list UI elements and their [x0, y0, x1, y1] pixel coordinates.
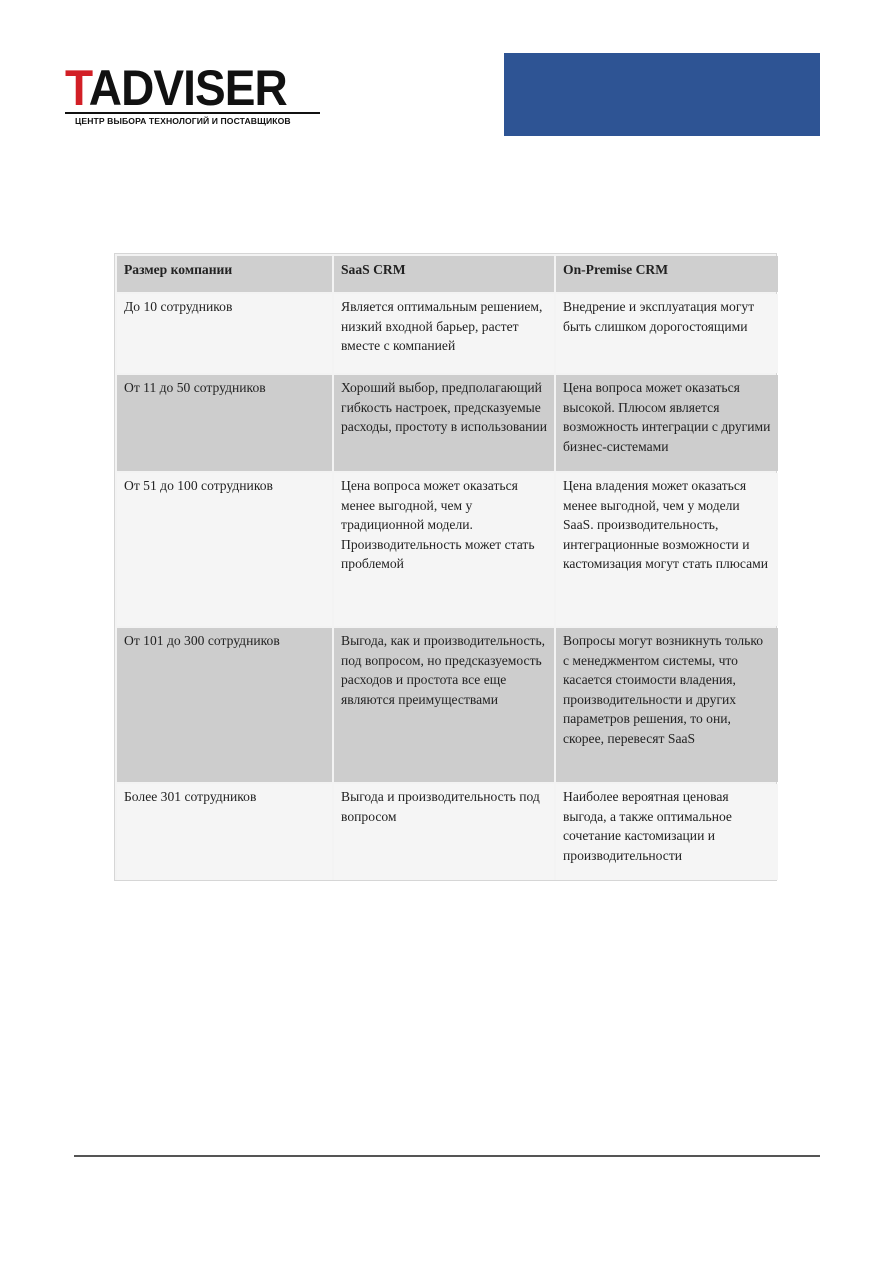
tadviser-logo[interactable] [65, 60, 327, 126]
logo-tagline: ЦЕНТР ВЫБОРА ТЕХНОЛОГИЙ И ПОСТАВЩИКОВ [75, 116, 291, 126]
cell-on-premise: Цена владения может оказаться менее выгодной, чем у модели SaaS. производительность, интеграционные возможности и кастомизация могут стать плюсами [556, 473, 778, 626]
footer-divider [74, 1155, 820, 1157]
cell-on-premise: Цена вопроса может оказаться высокой. Плюсом является возможность интеграции с другими бизнес-системами [556, 375, 778, 471]
table-row [117, 473, 778, 626]
cell-saas: Является оптимальным решением, низкий входной барьер, растет вместе с компанией [334, 294, 554, 373]
cell-saas: Выгода, как и производительность, под вопросом, но предсказуемость расходов и простота все еще являются преимуществами [334, 628, 554, 782]
cell-on-premise: Наиболее вероятная ценовая выгода, а также оптимальное сочетание кастомизации и производительности [556, 784, 778, 880]
header-banner [504, 53, 820, 136]
header-saas-crm: SaaS CRM [334, 256, 554, 292]
logo-wordmark [65, 60, 306, 116]
cell-company-size: От 11 до 50 сотрудников [117, 375, 332, 471]
cell-on-premise: Вопросы могут возникнуть только с менеджментом системы, что касается стоимости владения, производительности и других параметров решения, то они, скорее, перевесят SaaS [556, 628, 778, 782]
cell-on-premise: Внедрение и эксплуатация могут быть слишком дорогостоящими [556, 294, 778, 373]
cell-company-size: До 10 сотрудников [117, 294, 332, 373]
cell-saas: Цена вопроса может оказаться менее выгодной, чем у традиционной модели. Производительность может стать проблемой [334, 473, 554, 626]
cell-company-size: Более 301 сотрудников [117, 784, 332, 880]
logo-rest: ADVISER [88, 60, 287, 116]
cell-saas: Выгода и производительность под вопросом [334, 784, 554, 880]
logo-first-letter: T [65, 60, 89, 116]
header-on-premise-crm: On-Premise CRM [556, 256, 778, 292]
crm-comparison-table [114, 253, 777, 881]
table-row [117, 628, 778, 782]
table-row [117, 375, 778, 471]
cell-company-size: От 101 до 300 сотрудников [117, 628, 332, 782]
cell-company-size: От 51 до 100 сотрудников [117, 473, 332, 626]
table-row [117, 294, 778, 373]
table-row [117, 784, 778, 880]
cell-saas: Хороший выбор, предполагающий гибкость настроек, предсказуемые расходы, простоту в использовании [334, 375, 554, 471]
header-company-size: Размер компании [117, 256, 332, 292]
table-header-row [117, 256, 778, 292]
